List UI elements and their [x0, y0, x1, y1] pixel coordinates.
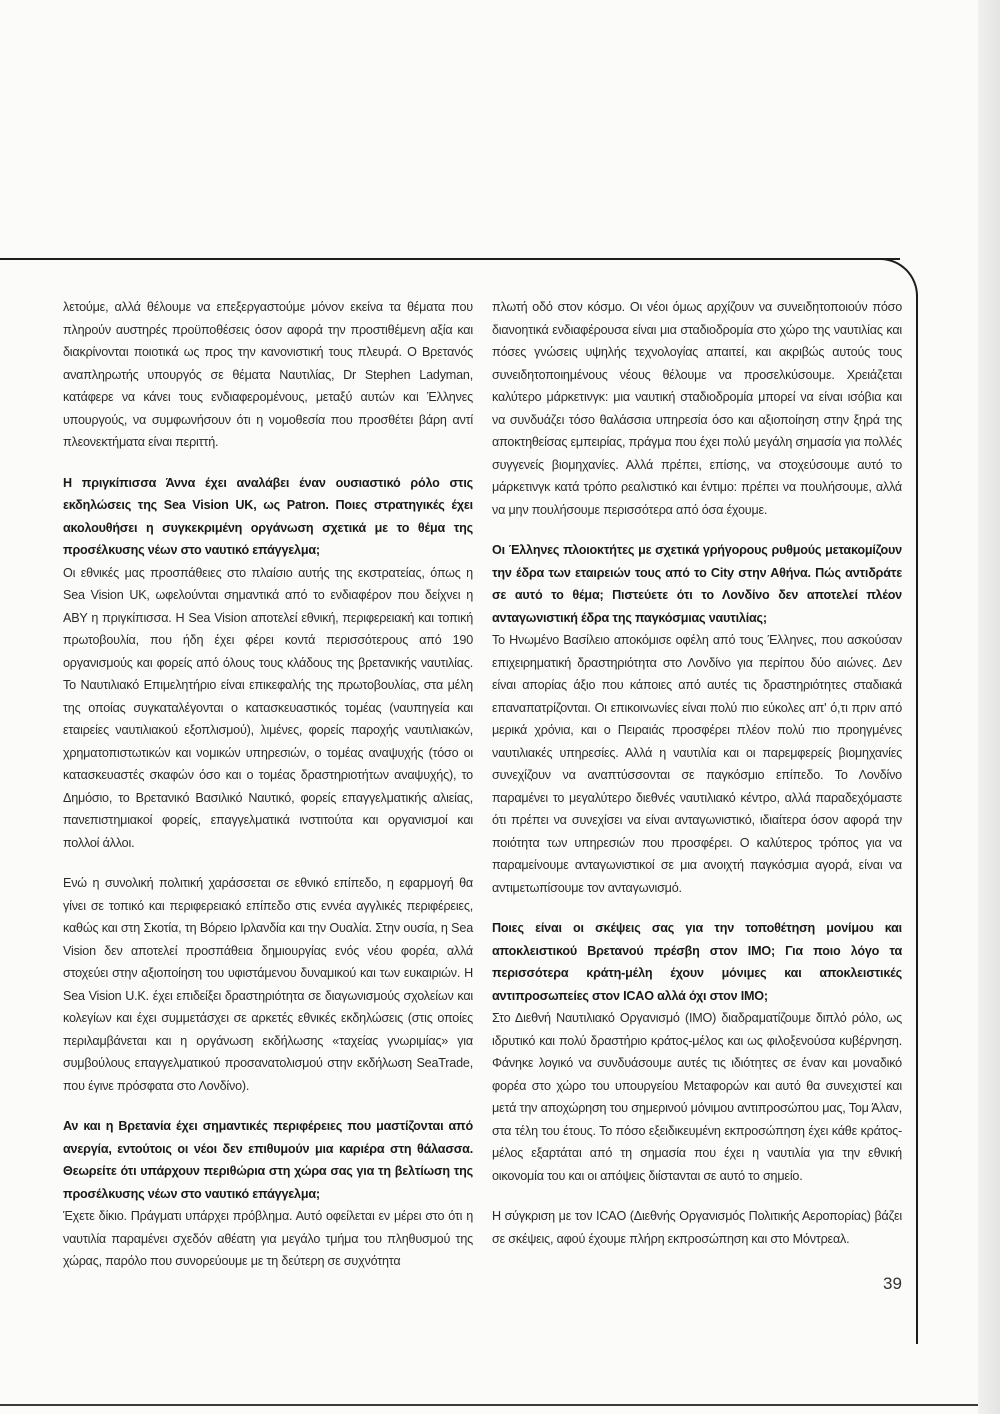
interview-answer: Το Ηνωμένο Βασίλειο αποκόμισε οφέλη από τους Έλληνες, που ασκούσαν επιχειρηματική δραστηριότητα στο Λονδίνο για περίπου δύο αιώνες. Δεν είναι απορίας άξιο που κάποιες από αυτές τις δραστηριότητες σταδιακά επαναπατρίζονται. Οι επικοινωνίες είναι πολύ πιο εύκολες απ' ό,τι πριν από μερικά χρόνια, και ο Πειραιάς προσφέρει πλέον πολύ πιο προηγμένες ναυτιλιακές υπηρεσίες. Αλλά η ναυτιλία και οι παρεμφερείς βιομηχανίες συνεχίζουν να αναπτύσσονται σε παγκόσμιο επίπεδο. Το Λονδίνο παραμένει το μεγαλύτερο διεθνές ναυτιλιακό κέντρο, αλλά παραδεχόμαστε ότι πρέπει να συνεχίσει να είναι ανταγωνιστικό, ιδιαίτερα όσον αφορά την ποιότητα των υπηρεσιών που προσφέρει. Ο καλύτερος τρόπος για να παραμείνουμε ανταγωνιστικοί σε μια ανοιχτή παγκόσμια αγορά, είναι να αντιμετωπίσουμε τον ανταγωνισμό. — [492, 633, 902, 895]
page-number: 39 — [883, 1274, 902, 1293]
frame-right-rule — [916, 294, 918, 1344]
paragraph — [63, 872, 473, 1097]
interview-question: Οι Έλληνες πλοιοκτήτες με σχετικά γρήγορους ρυθμούς μετακομίζουν την έδρα των εταιρειών τους από το City στην Αθήνα. Πώς αντιδράτε σε αυτό το θέμα; Πιστεύετε ότι το Λονδίνο δεν αποτελεί πλέον ανταγωνιστική έδρα της παγκόσμιας ναυτιλίας; — [492, 543, 902, 625]
paragraph-text: Η σύγκριση με τον ICAO (Διεθνής Οργανισμός Πολιτικής Αεροπορίας) βάζει σε σκέψεις, αφού έχουμε πλήρη εκπροσώπηση και στο Μόντρεαλ. — [492, 1209, 902, 1246]
frame-rounded-corner — [880, 258, 918, 296]
interview-answer: Στο Διεθνή Ναυτιλιακό Οργανισμό (ΙΜΟ) διαδραματίζουμε διπλό ρόλο, ως ιδρυτικό και πολύ δραστήριο κράτος-μέλος και ως φιλοξενούσα κυβέρνηση. Φάνηκε λογικό να συνδυάσουμε αυτές τις ιδιότητες σε έναν και μοναδικό φορέα στο χώρο του υπουργείου Μεταφορών και αυτό θα συνεχιστεί και μετά την αποχώρηση του σημερινού μόνιμου αντιπροσώπου μας, Τομ Άλαν, στα τέλη του έτους. Το πόσο εξειδικευμένη εκπροσώπηση έχει κάθε κράτος-μέλος εξαρτάται από τη σημασία που έχει η ναυτιλία για την εθνική οικονομία του και οι απόψεις διίστανται σε αυτό το σημείο. — [492, 1011, 902, 1183]
qa-block — [63, 472, 473, 855]
frame-top-rule — [0, 258, 900, 260]
paragraph — [492, 1205, 902, 1250]
qa-block — [492, 917, 902, 1187]
interview-question: Η πριγκίπισσα Άννα έχει αναλάβει έναν ουσιαστικό ρόλο στις εκδηλώσεις της Sea Vision UK, ως Patron. Ποιες στρατηγικές έχει ακολουθήσει η συγκεκριμένη οργάνωση σχετικά με το θέμα της προσέλκυσης νέων στο ναυτικό επάγγελμα; — [63, 475, 473, 557]
qa-block — [63, 1115, 473, 1273]
paragraph-text: λετούμε, αλλά θέλουμε να επεξεργαστούμε μόνον εκείνα τα θέματα που πληρούν αυστηρές προϋποθέσεις όσον αφορά την προστιθέμενη αξία και διακρίνονται ποιοτικά ως προς την κανονιστική τους πλευρά. Ο Βρετανός αναπληρωτής υπουργός σε θέματα Ναυτιλίας, Dr Stephen Ladyman, κατάφερε να κάνει τους ενδιαφερομένους, μεταξύ αυτών και Έλληνες υπουργούς, να συμφωνήσουν ότι η νομοθεσία που προσθέτει βάρη αντί πλεονεκτήματα είναι περιττή. — [63, 300, 473, 449]
page-bottom-rule — [0, 1404, 978, 1406]
right-column — [492, 296, 902, 1268]
paragraph-text: πλωτή οδό στον κόσμο. Οι νέοι όμως αρχίζουν να συνειδητοποιούν πόσο διανοητικά ενδιαφέρουσα είναι μια σταδιοδρομία στο χώρο της ναυτιλίας και πόσες γνώσεις υψηλής τεχνολογίας απαιτεί, και ακριβώς αυτούς τους συνειδητοποιημένους νέους θέλουμε να προσελκύσουμε. Χρειάζεται καλύτερο μάρκετινγκ: μια ναυτική σταδιοδρομία μπορεί να είναι ισόβια και να συνδυάζει τόσο θαλάσσια υπηρεσία όσο και αξιοποίηση στην ξηρά της αποκτηθείσας εμπειρίας, πράγμα που έχει πολύ μεγάλη σημασία για πολλές συγγενείς βιομηχανίες. Αλλά πρέπει, επίσης, να στοχεύσουμε αυτό το μάρκετινγκ κατά τρόπο ρεαλιστικό και έντιμο: πρέπει να πουλήσουμε, αλλά να μην πουλήσουμε περισσότερα από όσα έχουμε. — [492, 300, 902, 517]
interview-answer: Οι εθνικές μας προσπάθειες στο πλαίσιο αυτής της εκστρατείας, όπως η Sea Vision UK, ωφελούνται σημαντικά από το ενδιαφέρον που δείχνει η ΑΒΥ η πριγκίπισσα. Η Sea Vision αποτελεί εθνική, περιφερειακή και τοπική πρωτοβουλία, που ήδη έχει φέρει κοντά περισσότερους από 190 οργανισμούς και φορείς από όλους τους κλάδους της βρετανικής ναυτιλίας. Το Ναυτιλιακό Επιμελητήριο είναι επικεφαλής της πρωτοβουλίας, στα μέλη της οποίας συγκαταλέγονται ο κατασκευαστικός τομέας (ναυπηγεία και εταιρείες ναυτιλιακού εξοπλισμού), λιμένες, φορείς παροχής ναυτιλιακών, χρηματοπιστωτικών και νομικών υπηρεσιών, ο τομέας αναψυχής (τόσο οι κατασκευαστές σκαφών όσο και ο τομέας δραστηριοτήτων αναψυχής), το Δημόσιο, το Βρετανικό Βασιλικό Ναυτικό, φορείς επαγγελματικής αλιείας, πανεπιστημιακοί φορείς, επαγγελματικά ινστιτούτα και οργανισμοί και πολλοί άλλοι. — [63, 565, 473, 850]
interview-answer: Έχετε δίκιο. Πράγματι υπάρχει πρόβλημα. Αυτό οφείλεται εν μέρει στο ότι η ναυτιλία παραμένει σχεδόν αθέατη για μεγάλο τμήμα του πληθυσμού της χώρας, παρόλο που συνορεύουμε με τη δεύτερη σε συχνότητα — [63, 1209, 473, 1268]
paragraph — [492, 296, 902, 521]
interview-question: Αν και η Βρετανία έχει σημαντικές περιφέρειες που μαστίζονται από ανεργία, εντούτοις οι νέοι δεν επιθυμούν μια καριέρα στη θάλασσα. Θεωρείτε ότι υπάρχουν περιθώρια στη χώρα σας για τη βελτίωση της προσέλκυσης νέων στο ναυτικό επάγγελμα; — [63, 1119, 473, 1201]
left-column — [63, 296, 473, 1291]
paragraph-text: Ενώ η συνολική πολιτική χαράσσεται σε εθνικό επίπεδο, η εφαρμογή θα γίνει σε τοπικό και περιφερειακό επίπεδο στις εννέα αγγλικές περιφέρειες, καθώς και στη Σκοτία, τη Βόρειο Ιρλανδία και την Ουαλία. Στην ουσία, η Sea Vision δεν αποτελεί προσπάθεια δημιουργίας ενός νέου φορέα, αλλά στοχεύει στην αξιοποίηση του υφιστάμενου δυναμικού και των ευκαιριών. Η Sea Vision U.K. έχει επιδείξει δραστηριότητα σε διαγωνισμούς σχολείων και κολεγίων και έχει συμμετάσχει σε αρκετές εθνικές εκδηλώσεις (στις οποίες περιλαμβάνεται και η οργάνωση εκδήλωσης «ταχείας γνωριμίας» για συμβούλους επαγγελματικού προσανατολισμού στην εκδήλωση SeaTrade, που έγινε πρόσφατα στο Λονδίνο). — [63, 876, 473, 1093]
paragraph — [63, 296, 473, 454]
qa-block — [492, 539, 902, 899]
scan-edge-shadow — [978, 0, 1000, 1414]
interview-question: Ποιες είναι οι σκέψεις σας για την τοποθέτηση μονίμου και αποκλειστικού Βρετανού πρέσβη στον ΙΜΟ; Για ποιο λόγο τα περισσότερα κράτη-μέλη έχουν μόνιμες και αποκλειστικές αντιπροσωπείες στον ICAO αλλά όχι στον ΙΜΟ; — [492, 921, 902, 1003]
